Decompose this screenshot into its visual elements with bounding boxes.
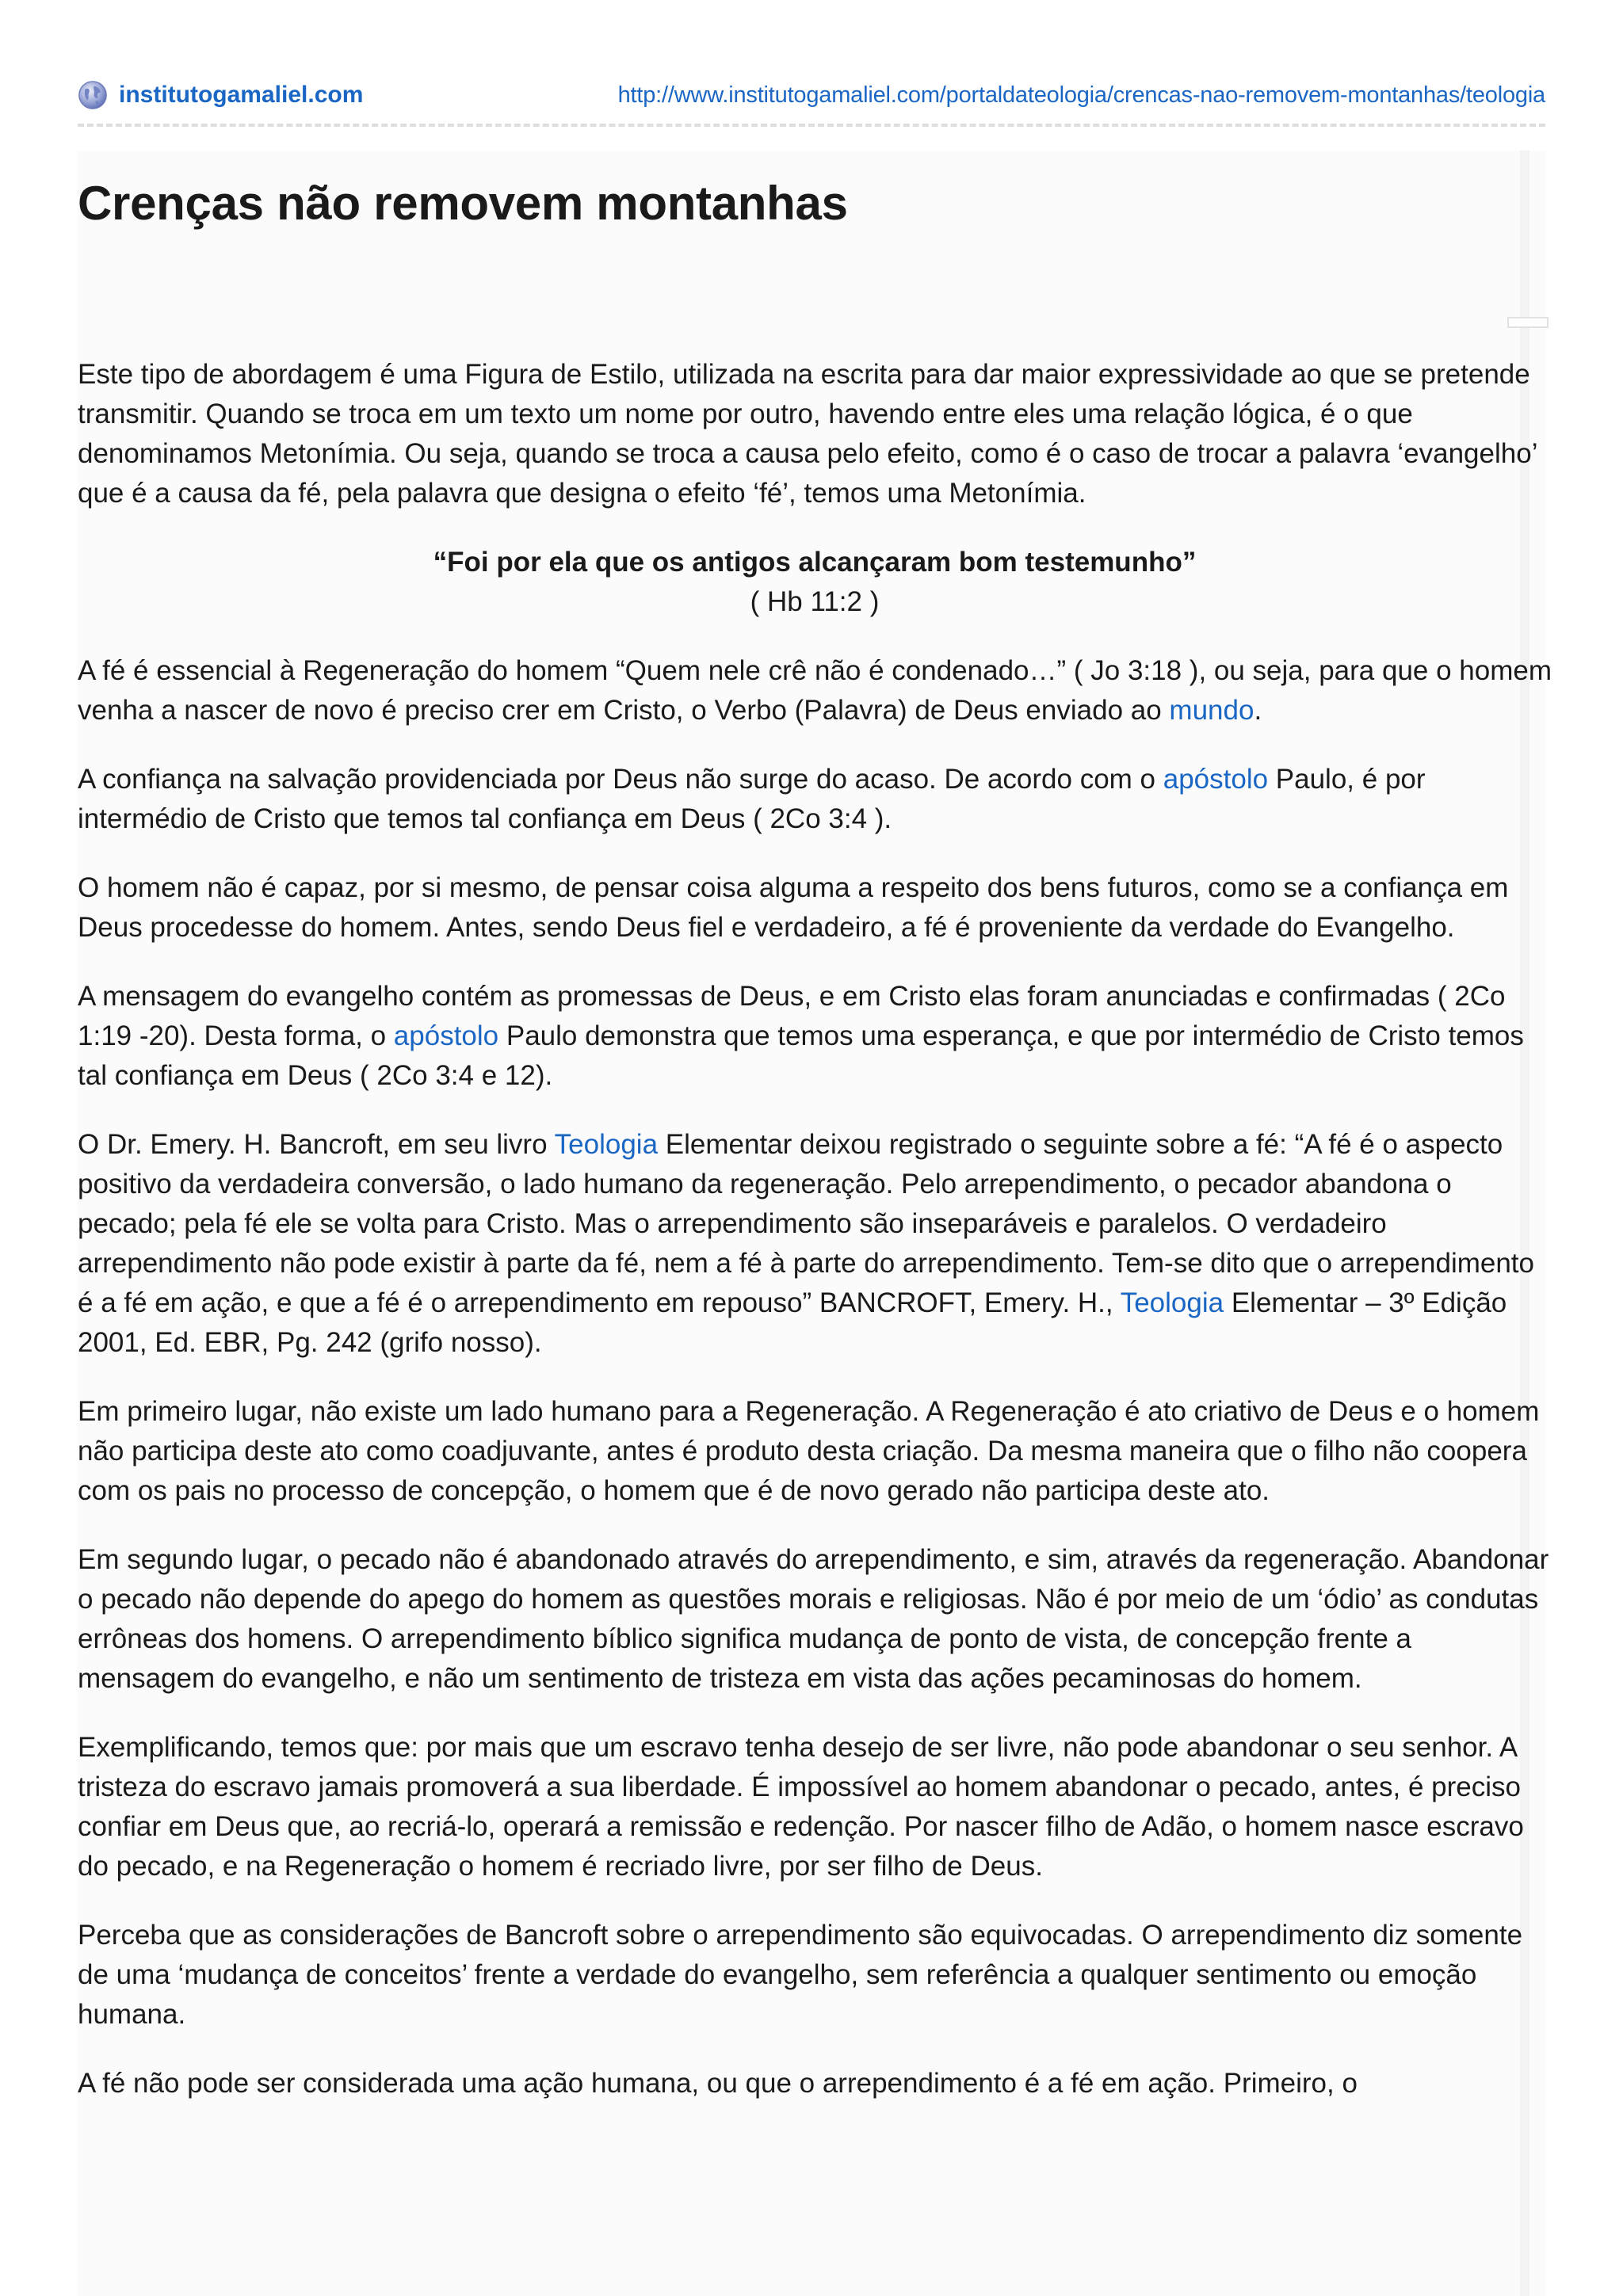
- paragraph-10: Perceba que as considerações de Bancroft sobre o arrependimento são equivocadas. O arrependimento diz somente de uma ‘mudança de conceitos’ frente a verdade do evangelho, sem referência a qualquer sentimento ou emoção humana.: [78, 1920, 1523, 2030]
- source-url-link[interactable]: http://www.institutogamaliel.com/portaldateologia/crencas-nao-removem-montanhas/teologia: [617, 82, 1545, 108]
- paragraph-2-end: .: [1254, 695, 1262, 726]
- page-title: Crenças não removem montanhas: [78, 177, 848, 230]
- paragraph-5-end: Paulo demonstra que temos uma esperança, e que por intermédio de Cristo temos tal confiança em Deus ( 2Co 3:4 e 12).: [78, 1020, 1524, 1091]
- link-teologia[interactable]: Teologia: [1120, 1287, 1224, 1318]
- paragraph-8: Em segundo lugar, o pecado não é abandonado através do arrependimento, e sim, através da regeneração. Abandonar o pecado não depende do apego do homem as questões morais e religiosas. Não é por meio de um ‘ódio’ as condutas errôneas dos homens. O arrependimento bíblico significa mudança de ponto de vista, de concepção frente a mensagem do evangelho, e não um sentimento de tristeza em vista das ações pecaminosas do homem.: [78, 1544, 1549, 1694]
- link-mundo[interactable]: mundo: [1169, 695, 1254, 726]
- paragraph-6: [78, 1125, 1552, 1363]
- paragraph-3: [78, 760, 1552, 839]
- paragraph-6-text: O Dr. Emery. H. Bancroft, em seu livro: [78, 1129, 555, 1160]
- paragraph-5: [78, 977, 1552, 1096]
- site-name-link[interactable]: institutogamaliel.com: [119, 82, 364, 108]
- paragraph-2: [78, 651, 1552, 730]
- header-divider: [78, 124, 1545, 127]
- paragraph-6-end: Elementar – 3º Edição 2001, Ed. EBR, Pg. 242 (grifo nosso).: [78, 1287, 1507, 1358]
- paragraph-7: Em primeiro lugar, não existe um lado humano para a Regeneração. A Regeneração é ato criativo de Deus e o homem não participa deste ato como coadjuvante, antes é produto desta criação. Da mesma maneira que o filho não coopera com os pais no processo de concepção, o homem que é de novo gerado não participa deste ato.: [78, 1396, 1540, 1506]
- quote-text: “Foi por ela que os antigos alcançaram bom testemunho”: [433, 547, 1197, 578]
- small-placeholder-box: [1507, 317, 1549, 328]
- paragraph-6-middle: Elementar deixou registrado o seguinte sobre a fé: “A fé é o aspecto positivo da verdadeira conversão, o lado humano da regeneração. Pelo arrependimento, o pecador abandona o pecado; pela fé ele se volta para Cristo. Mas o arrependimento são inseparáveis e paralelos. O verdadeiro arrependimento não pode existir à parte da fé, nem a fé à parte do arrependimento. Tem-se dito que o arrependimento é a fé em ação, e que a fé é o arrependimento em repouso” BANCROFT, Emery. H.,: [78, 1129, 1534, 1318]
- brand[interactable]: [78, 80, 363, 110]
- paragraph-1: Este tipo de abordagem é uma Figura de Estilo, utilizada na escrita para dar maior expressividade ao que se pretende transmitir. Quando se troca em um texto um nome por outro, havendo entre eles uma relação lógica, é o que denominamos Metonímia. Ou seja, quando se troca a causa pelo efeito, como é o caso de trocar a palavra ‘evangelho’ que é a causa da fé, pela palavra que designa o efeito ‘fé’, temos uma Metonímia.: [78, 359, 1537, 509]
- paragraph-3-text: A confiança na salvação providenciada por Deus não surge do acaso. De acordo com o: [78, 764, 1163, 795]
- paragraph-3-end: Paulo, é por intermédio de Cristo que temos tal confiança em Deus ( 2Co 3:4 ).: [78, 764, 1426, 834]
- link-apostolo[interactable]: apóstolo: [1163, 764, 1269, 795]
- globe-icon: [78, 80, 108, 110]
- paragraph-11: A fé não pode ser considerada uma ação humana, ou que o arrependimento é a fé em ação. Primeiro, o: [78, 2068, 1358, 2099]
- quote-reference: ( Hb 11:2 ): [750, 586, 880, 617]
- link-apostolo[interactable]: apóstolo: [393, 1020, 499, 1051]
- paragraph-5-text: A mensagem do evangelho contém as promessas de Deus, e em Cristo elas foram anunciadas e confirmadas ( 2Co 1:19 -20). Desta forma, o: [78, 981, 1506, 1051]
- quote-block: [78, 543, 1552, 622]
- paragraph-2-text: A fé é essencial à Regeneração do homem “Quem nele crê não é condenado…” ( Jo 3:18 ), ou seja, para que o homem venha a nascer de novo é preciso crer em Cristo, o Verbo (Palavra) de Deus enviado ao: [78, 655, 1552, 726]
- paragraph-9: Exemplificando, temos que: por mais que um escravo tenha desejo de ser livre, não pode abandonar o seu senhor. A tristeza do escravo jamais promoverá a sua liberdade. É impossível ao homem abandonar o pecado, antes, é preciso confiar em Deus que, ao recriá-lo, operará a remissão e redenção. Por nascer filho de Adão, o homem nasce escravo do pecado, e na Regeneração o homem é recriado livre, por ser filho de Deus.: [78, 1732, 1524, 1882]
- paragraph-4: O homem não é capaz, por si mesmo, de pensar coisa alguma a respeito dos bens futuros, como se a confiança em Deus procedesse do homem. Antes, sendo Deus fiel e verdadeiro, a fé é proveniente da verdade do Evangelho.: [78, 872, 1509, 943]
- article-body: [78, 355, 1552, 2133]
- link-teologia[interactable]: Teologia: [554, 1129, 659, 1160]
- page-header: [78, 76, 1545, 114]
